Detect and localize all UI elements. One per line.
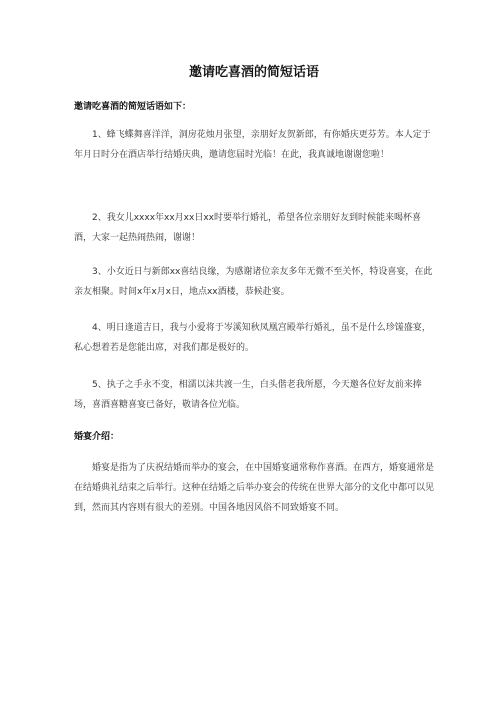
list-item: 2、我女儿xxxx年xx月xx日xx时要举行婚礼，希望各位亲朋好友到时候能来喝杯喜酒，大家一起热闹热闹，谢谢！ [74,213,421,243]
intro-heading: 邀请吃喜酒的简短话语如下： [74,102,192,112]
section-heading: 婚宴介绍： [74,432,120,442]
list-item: 3、小女近日与新郎xx喜结良缘，为感谢诸位亲友多年无微不至关怀，特设喜宴，在此亲友相聚。时间x年x月x日，地点xx酒楼，恭候赴宴。 [74,267,433,297]
document-title: 邀请吃喜酒的简短话语 [188,65,319,80]
list-item: 1、蜂飞蝶舞喜洋洋，洞房花烛月张望，亲朋好友贺新郎，有你婚庆更芬芳。本人定于年月日时分在酒店举行结婚庆典，邀请您届时光临！在此，我真诚地谢谢您啦！ [74,130,431,160]
list-item: 5、执子之手永不变，相濡以沫共渡一生，白头偕老我所愿，今天邀各位好友前来捧场，喜酒喜糖喜宴已备好，敬请各位光临。 [74,380,422,410]
list-item: 4、明日逢道吉日，我与小爱将于岑溪知秋凤凰宫殿举行婚礼，虽不是什么珍馐盛宴，私心想着若是您能出席，对我们都是极好的。 [74,323,431,353]
section-paragraph: 婚宴是指为了庆祝结婚而举办的宴会，在中国婚宴通常称作喜酒。在西方，婚宴通常是在结婚典礼结束之后举行。这种在结婚之后举办宴会的传统在世界大部分的文化中都可以见到，然而其内容则有很大的差别。中国各地因风俗不同致婚宴不同。 [74,463,435,513]
